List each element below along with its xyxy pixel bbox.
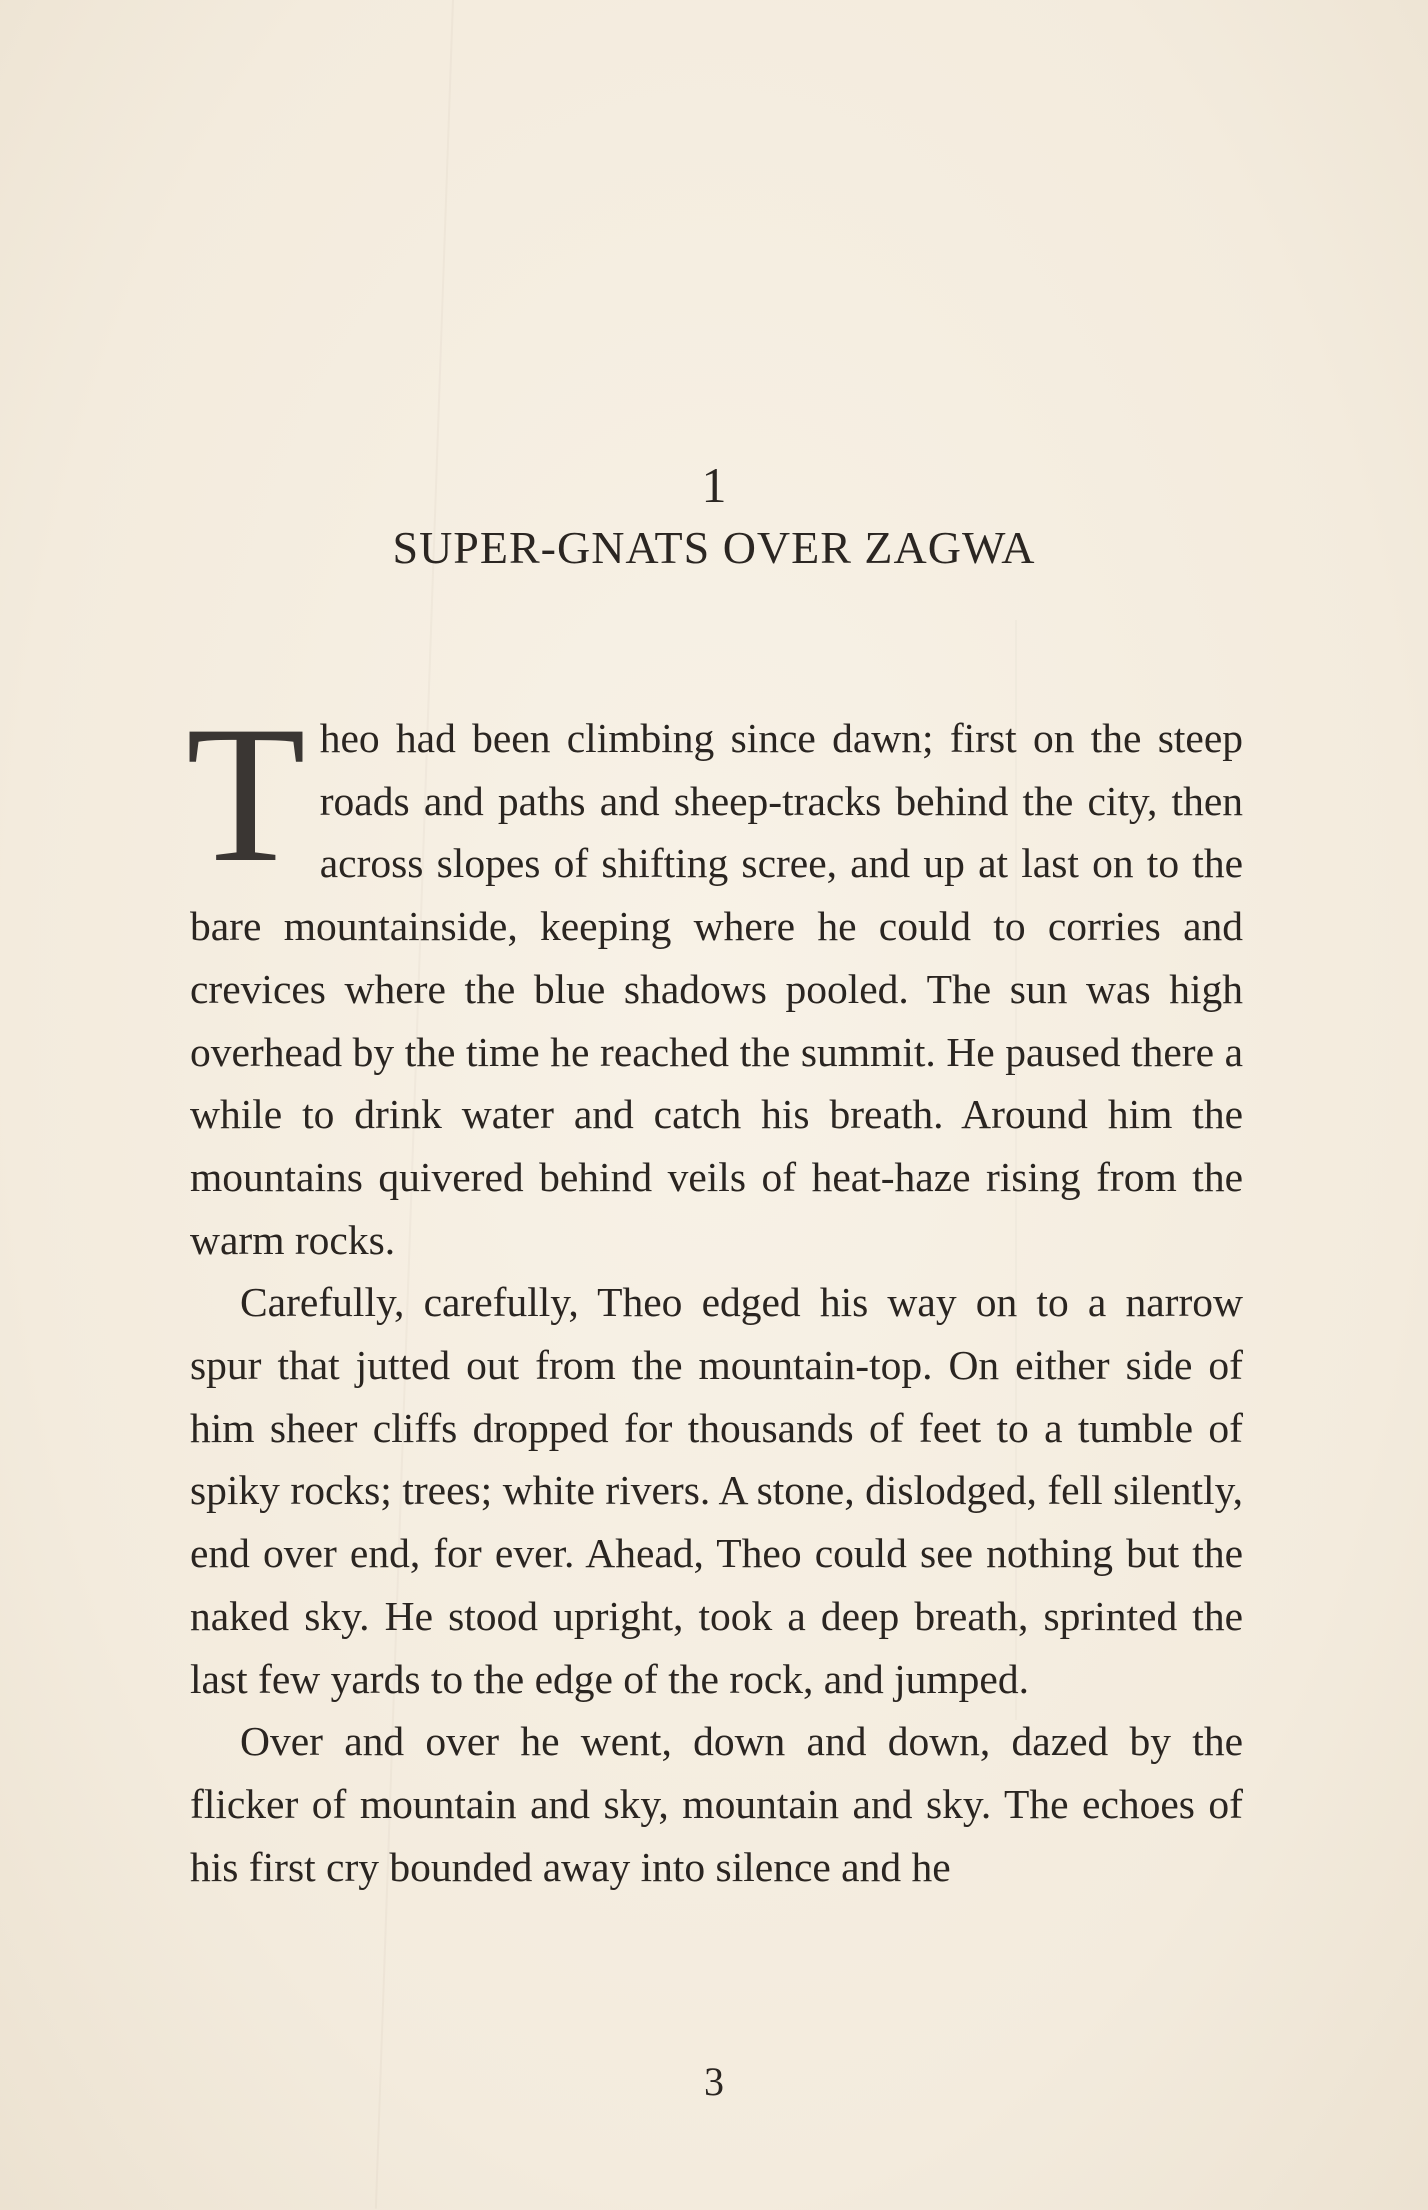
- paragraph-text: heo had been climbing since dawn; first on the steep roads and paths and sheep-tracks behind the city, then across slopes of shifting scree, and up at last on to the bare mountainside, keeping where he could to corries and crevices where the blue shadows pooled. The sun was high overhead by the time he reached the summit. He paused there a while to drink water and catch his breath. Around him the mountains quivered behind veils of heat-haze rising from the warm rocks.: [190, 715, 1243, 1263]
- paragraph-2: Carefully, carefully, Theo edged his way on to a narrow spur that jutted out from the mountain-top. On either side of him sheer cliffs dropped for thousands of feet to a tumble of spiky rocks; trees; white rivers. A stone, dislodged, fell silently, end over end, for ever. Ahead, Theo could see nothing but the naked sky. He stood upright, took a deep breath, sprinted the last few yards to the edge of the rock, and jumped.: [190, 1279, 1243, 1702]
- chapter-title: SUPER-GNATS OVER ZAGWA: [392, 522, 1036, 573]
- drop-cap: T: [186, 686, 306, 903]
- body-text: [186, 686, 1243, 1898]
- paragraph-1: [186, 686, 1243, 1271]
- page-number: 3: [704, 2059, 724, 2104]
- paragraph-3: Over and over he went, down and down, dazed by the flicker of mountain and sky, mountain and sky. The echoes of his first cry bounded away into silence and he: [190, 1718, 1243, 1890]
- chapter-number: 1: [701, 457, 727, 513]
